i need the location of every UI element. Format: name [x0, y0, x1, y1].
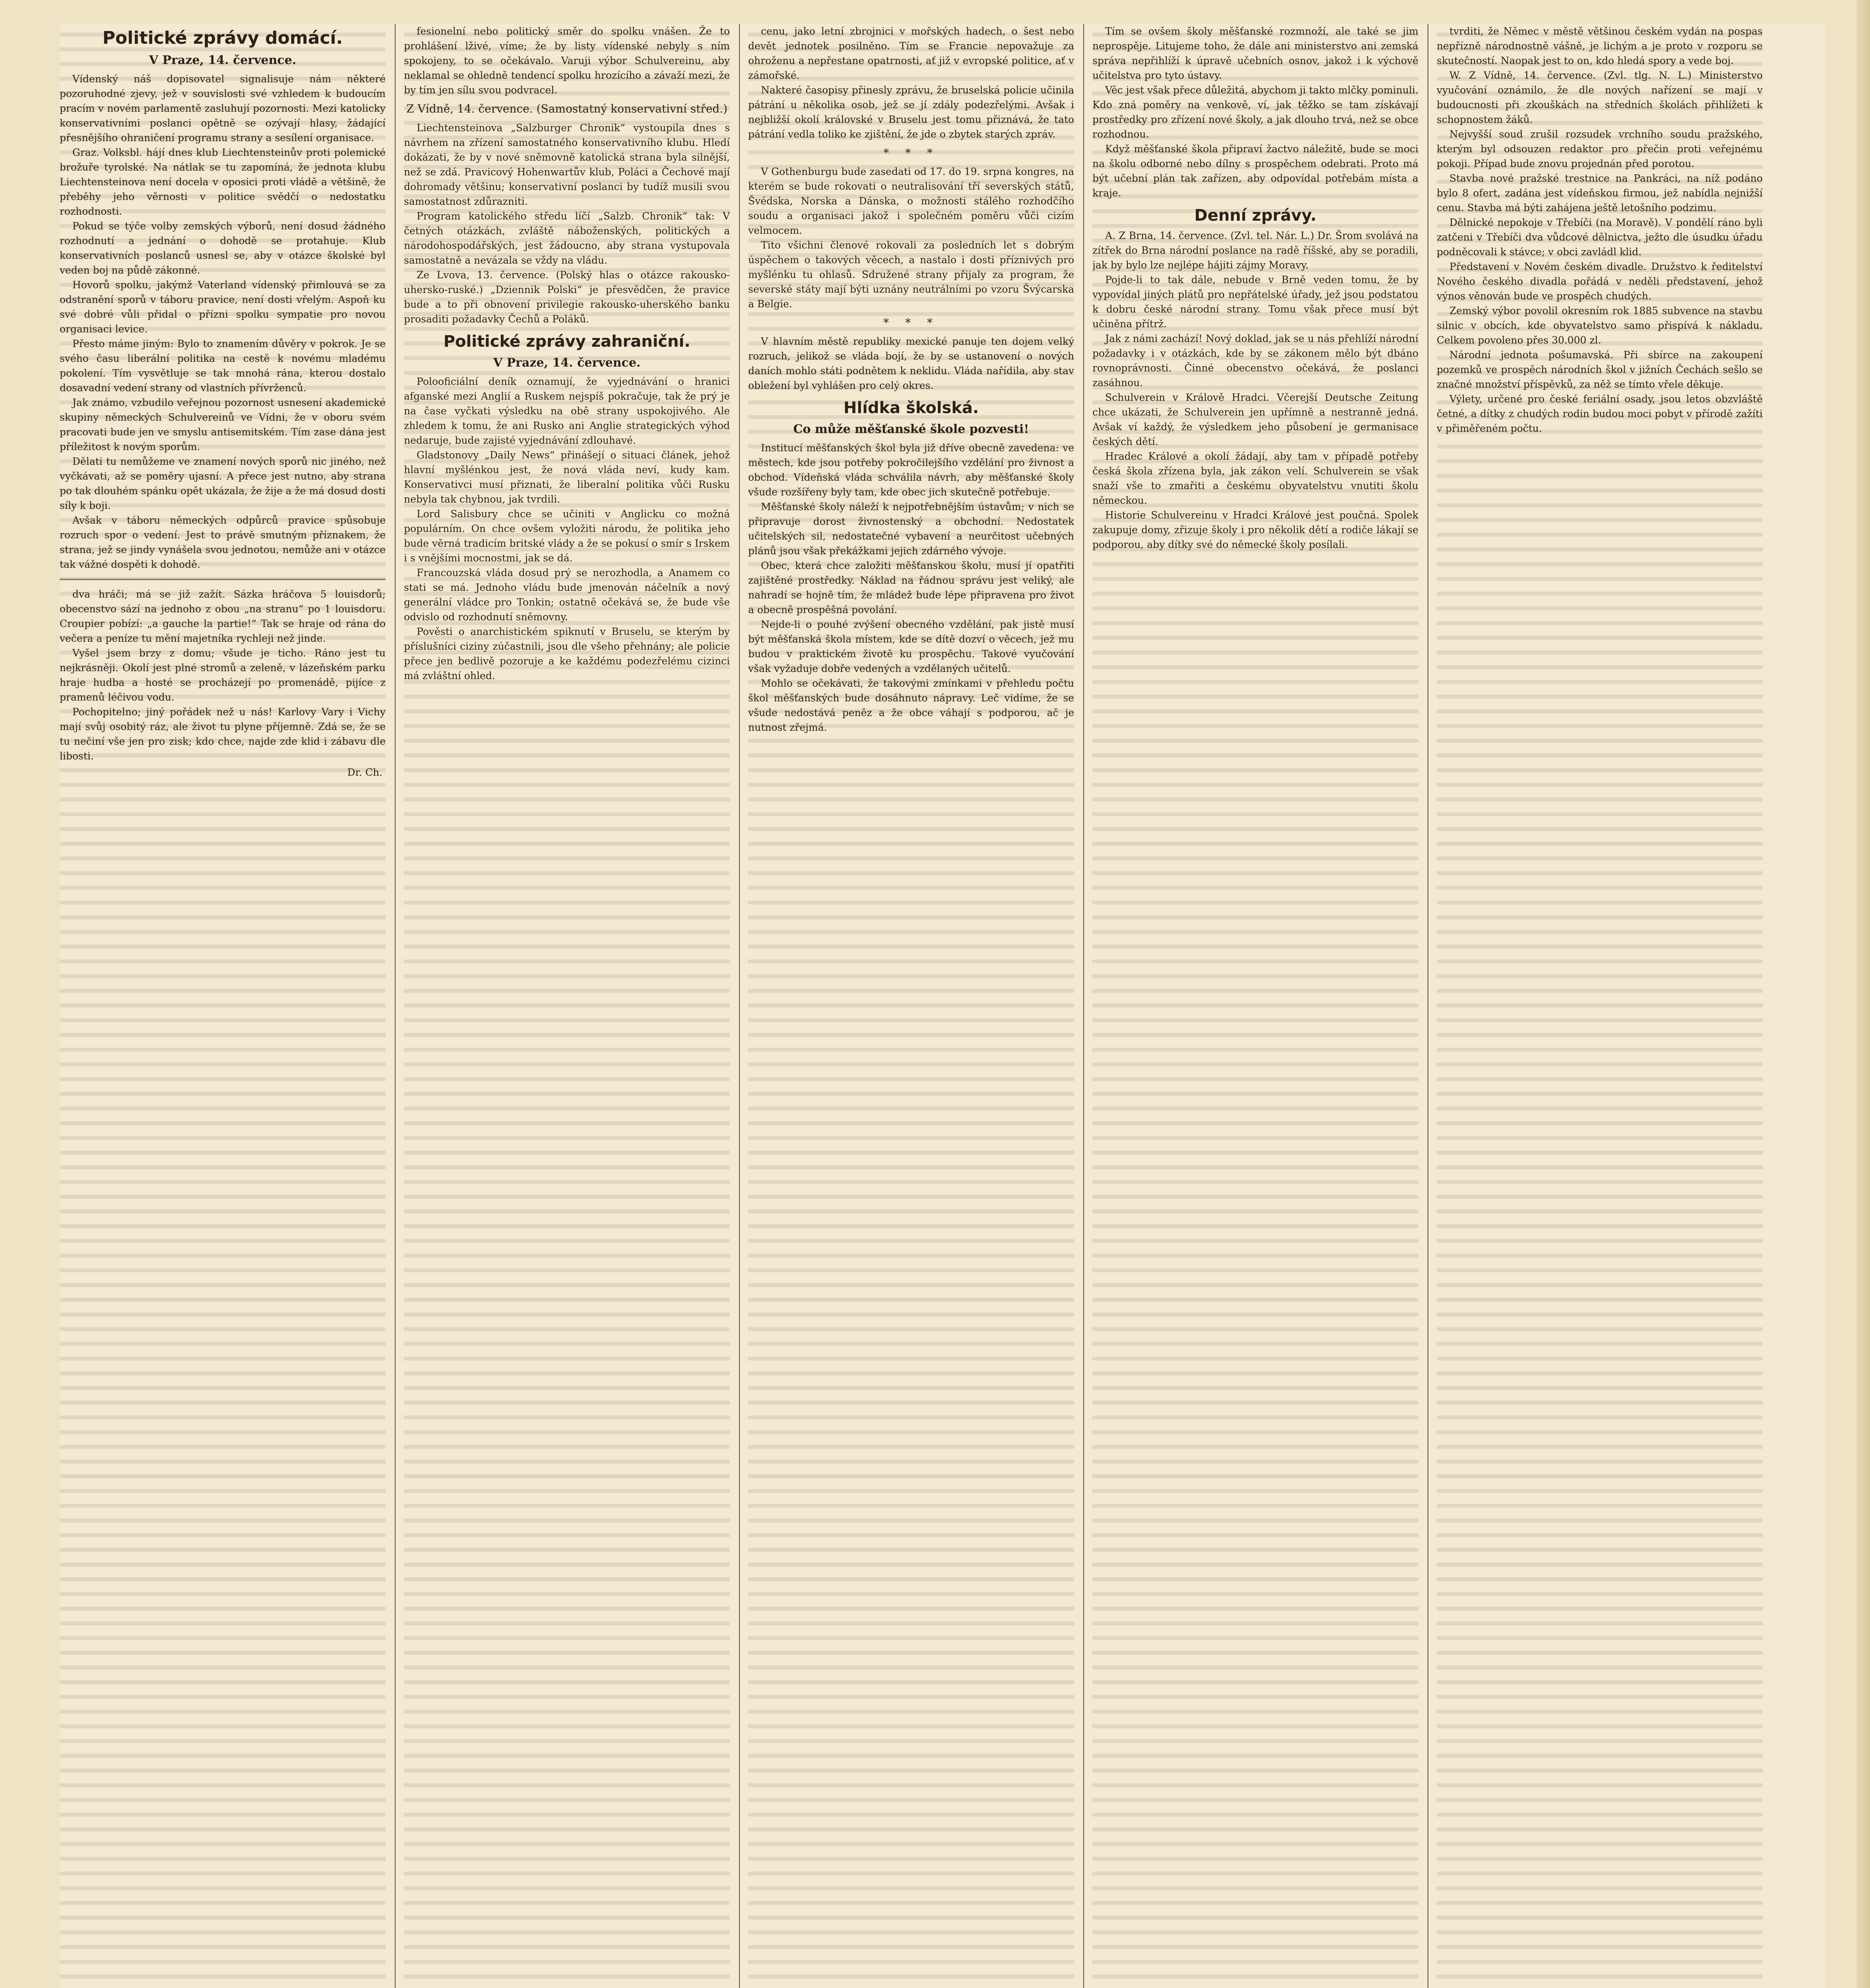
dateline: V Praze, 14. července. — [493, 356, 641, 370]
article-paragraph: Lord Salisbury chce se učiniti v Anglicku co možná populárním. On chce ovšem vyložiti národu, že politika jeho bude věrná tradicím britské vlády a že se pokusí o smír s Irskem i s vnějšími mocnostmi, jak se dá. — [404, 508, 730, 564]
article-paragraph: Hradec Králové a okolí žádají, aby tam v případě potřeby česká škola zřízena byla, jak zákon velí. Schulverein se však snaží vše to zmařiti a českému obyvatelstvu vnutiti školu německou. — [1092, 450, 1418, 506]
article-paragraph: Pověsti o anarchistickém spiknutí v Bruselu, se kterým by příslušníci ciziny zúčastnili, jsou dle všeho přehnány; ale policie přece jen bedlivě pozoruje a ke každému podezřelému cizinci má zvláštní ohled. — [404, 626, 730, 681]
article-paragraph: Institucí měšťanských škol byla již dříve obecně zavedena: ve městech, kde jsou potřeby pokročilejšího vzdělání pro živnost a obchod. Vídeňská vláda schválila návrh, aby měšťanské školy všude rozšířeny byly tam, kde obec jich skutečně potřebuje. — [748, 442, 1074, 498]
article-paragraph: Liechtensteinova „Salzburger Chronik“ vystoupila dnes s návrhem na zřízení samostatného konservativního klubu. Hledí dokázati, že by v nové sněmovně katolická strana byla silnější, než se zdá. Pravicový Hohenwartův klub, Poláci a Čechové mají dohromady většinu; konservativní poslanci by tudíž musili svou samostatnost zdůrazniti. — [404, 122, 730, 207]
article-paragraph: Tím se ovšem školy měšťanské rozmnoží, ale také se jim neprospěje. Litujeme toho, že dále ani ministerstvo ani zemská správa nepřihlíží k úpravě učebních osnov, jakož i k výchově učitelstva pro tyto ústavy. — [1092, 25, 1418, 81]
article-paragraph: Jak známo, vzbudilo veřejnou pozornost usnesení akademické skupiny německých Schulvereinů ve Vídni, že v oboru svém pracovati bude jen ve smyslu antisemitském. Tím zase dána jest příležitost k novým sporům. — [60, 397, 386, 452]
article-paragraph: Národní jednota pošumavská. Při sbírce na zakoupení pozemků ve prospěch národních škol v jižních Čechách sešlo se značné množství příspěvků, za něž se tímto vřele děkuje. — [1437, 349, 1763, 390]
column-rule — [395, 24, 396, 1988]
article-paragraph: Měšťanské školy náleží k nejpotřebnějším ústavům; v nich se připravuje dorost živnostenský a obchodní. Nedostatek učitelských sil, nedostatečné vybavení a neurčitost učebných plánů jsou však překážkami jejich zdárného vývoje. — [748, 501, 1074, 557]
article-paragraph: Gladstonovy „Daily News“ přinášejí o situaci článek, jehož hlavní myšlénkou jest, že nová vláda neví, kudy kam. Konservativci musí přiznati, že liberalní politika vůči Rusku nebyla tak chybnou, jak tvrdili. — [404, 449, 730, 505]
article-paragraph: Stavba nové pražské trestnice na Pankráci, na níž podáno bylo 8 ofert, zadána jest vídeňskou firmou, jež nabídla nejnižší cenu. Stavba má býti zahájena ještě letošního podzimu. — [1437, 173, 1763, 214]
article-paragraph: Graz. Volksbl. hájí dnes klub Liechtensteinův proti polemické brožuře tyrolské. Na nátlak se tu zapomíná, že jednota klubu Liechtensteinova není docela v oposici proti vládě a většině, že přeběhy jeho věrnosti v politice svědčí o nedostatku rozhodnosti. — [60, 147, 386, 217]
article-paragraph: Tito všichni členové rokovali za posledních let s dobrým úspěchem o takových věcech, a nastalo i dosti příznivých pro myšlénku tu ohlasů. Sdružené strany přijaly za program, že severské státy mají býti uznány neutrálními po vzoru Švýcarska a Belgie. — [748, 239, 1074, 310]
article-paragraph: fesionelní nebo politický směr do spolku vnášen. Že to prohlášení lživé, víme; že by listy vídenské nebyly s ním spokojeny, to se očekávalo. Varuji výbor Schulvereinu, aby neklamal se ohledně tendencí spolku hrozícího a závaží mezi, že by tím jen sílu svou podvracel. — [404, 25, 730, 96]
article-paragraph: Nakteré časopisy přinesly zprávu, že bruselská policie učinila pátrání u několika osob, jež se jí zdály podezřelými. Avšak i nejbližší okolí královské v Bruselu jest tomu přiznává, že tato pátrání vedla toliko ke zjištění, že jde o zbytek starých zpráv. — [748, 84, 1074, 140]
article-paragraph: Vyšel jsem brzy z domu; všude je ticho. Ráno jest tu nejkrásněji. Okolí jest plné stromů a zeleně, v lázeňském parku hraje hudba a hosté se procházejí po promenádě, pijíce z pramenů léčivou vodu. — [60, 647, 386, 703]
article-paragraph: Nejvyšší soud zrušil rozsudek vrchního soudu pražského, kterým byl odsouzen redaktor pro přečin proti veřejnému pokoji. Případ bude znovu projednán před porotou. — [1437, 128, 1763, 169]
article-paragraph: W. Z Vídně, 14. července. (Zvl. tlg. N. L.) Ministerstvo vyučování oznámilo, že dle nových nařízení se mají v budoucnosti při zkouškách na středních školách přihlížeti k schopnostem žáků. — [1437, 70, 1763, 125]
article-paragraph: Výlety, určené pro české feriální osady, jsou letos obzvláště četné, a dítky z chudých rodin budou moci pobyt v přírodě zažíti v přiměřeném počtu. — [1437, 393, 1763, 434]
column-4 — [1092, 24, 1418, 1988]
item-heading: Z Vídně, 14. července. (Samostatný konservativní střed.) — [406, 102, 727, 115]
column-5 — [1437, 24, 1763, 1988]
article-paragraph: Historie Schulvereinu v Hradci Králové jest poučná. Spolek zakupuje domy, zřizuje školy i pro několik dětí a rodiče lákají se podporou, aby dítky své do německé školy posílali. — [1092, 509, 1418, 550]
article-paragraph: Obec, která chce založiti měšťanskou školu, musí jí opatřiti zajištěné prostředky. Náklad na řádnou správu jest veliký, ale nahradí se hojně tím, že mládež bude lépe připravena pro život a obecně prospěšná povolání. — [748, 560, 1074, 615]
section-heading: Politické zprávy domácí. — [102, 28, 343, 48]
page-fold-edge — [1856, 0, 1870, 1988]
article-paragraph: Vídenský náš dopisovatel signalisuje nám některé pozoruhodné zjevy, jež v souvislosti své vzhledem k budoucím pracím v novém parlamentě zasluhují pozornosti. Mezi katolicky konservativními poslanci opětně se ozývají hlasy, žádající přesnějšího ohraničení programu strany a sesílení organisace. — [60, 73, 386, 144]
article-paragraph: Hovorů spolku, jakýmž Vaterland vídenský přimlouvá se za odstranění sporů v táboru pravice, není dosti vřelým. Aspoň ku své dobré vůli přidal o přízni spolku sympatie pro novou organisaci levice. — [60, 279, 386, 335]
article-paragraph: Když měšťanské škola připraví žactvo náležitě, bude se moci na školu odborné nebo dílny s prospěchem odebrati. Proto má být učební plán tak zařízen, aby odpovídal potřebám místa a kraje. — [1092, 143, 1418, 199]
column-2 — [404, 24, 730, 1988]
article-paragraph: Mohlo se očekávati, že takovými zmínkami v přehledu počtu škol měšťanských bude dosáhnuto nápravy. Leč vidíme, že se všude nedostává peněz a že obce váhají s podporou, ač je nutnost zřejmá. — [748, 678, 1074, 733]
article-paragraph: tvrditi, že Němec v městě většinou českém vydán na pospas nepřízně národnostně vášně, je lichým a je proto v rozporu se skutečností. Naopak jest to on, kdo hledá spory a vede boj. — [1437, 25, 1763, 66]
article-paragraph: V hlavním městě republiky mexické panuje ten dojem velký rozruch, jelikož se vláda bojí, že by se ustanovení o nových daních mohlo státi podnětem k neklidu. Vláda nařídila, aby stav obležení byl vyhlášen pro celý okres. — [748, 336, 1074, 391]
article-paragraph: Francouzská vláda dosud prý se nerozhodla, a Anamem co stati se má. Jednoho vládu bude jmenován náčelník a nový generální vládce pro Tonkin; ostatně očekává se, že bude vše odvislo od rozhodnutí sněmovny. — [404, 567, 730, 623]
article-paragraph: Avšak v táboru německých odpůrců pravice spůsobuje rozruch spor o vedení. Jest to právě smutným příznakem, že strana, jež se jindy vynášela svou jednotou, nemůže ani v otázce tak vážné dospěti k dohodě. — [60, 514, 386, 570]
horizontal-rule — [60, 579, 386, 580]
article-paragraph: Jak z námi zachází! Nový doklad, jak se u nás přehlíží národní požadavky i v otázkách, kde by se zákonem mělo být dbáno rovnoprávnosti. Činné obecenstvo očekává, že poslanci zasáhnou. — [1092, 333, 1418, 388]
article-paragraph: Program katolického středu líčí „Salzb. Chronik“ tak: V četných otázkách, zvláště náboženských, politických a národohospodářských, jest žádoucno, aby strana vystupovala samostatně a nevázala se vždy na vládu. — [404, 210, 730, 266]
column-1 — [60, 24, 386, 1988]
article-paragraph: Věc jest však přece důležitá, abychom ji takto mlčky pominuli. Kdo zná poměry na venkově, ví, jak těžko se tam získávají prostředky pro zřízení nové školy, a jak dlouho trvá, než se obce rozhodnou. — [1092, 84, 1418, 140]
article-paragraph: Přesto máme jiným: Bylo to znamením důvěry v pokrok. Je se svého času liberální politika na cestě k novému mladému pokolení. Tím vysvětluje se tak mnohá rána, kterou dostalo dosavadní vedení strany od vlastních přívrženců. — [60, 338, 386, 394]
section-heading: Denní zprávy. — [1194, 206, 1317, 225]
column-3 — [748, 24, 1074, 1988]
column-rule — [1083, 24, 1084, 1988]
article-paragraph: V Gothenburgu bude zasedati od 17. do 19. srpna kongres, na kterém se bude rokovati o neutralisování tří severských států, Švédska, Norska a Dánska, o možnosti stálého rozhodčího soudu a organisaci jakož i společném poměru vůči cizím velmocem. — [748, 166, 1074, 236]
dateline: Co může měšťanské škole pozvesti! — [793, 422, 1029, 436]
newspaper-page — [60, 24, 1825, 1988]
signature: Dr. Ch. — [347, 767, 382, 778]
article-paragraph: Představení v Novém českém divadle. Družstvo k ředitelství Nového českého divadla pořádá v neděli představení, jehož výnos věnován bude ve prospěch chudých. — [1437, 261, 1763, 302]
article-paragraph: dva hráči; má se již zažít. Sázka hráčova 5 louisdorů; obecenstvo sází na jednoho z obou „na stranu“ po 1 louisdoru. Croupier pobízí: „a gauche la partie!“ Tak se hraje od rána do večera a peníze tu mění majetníka rychleji než jinde. — [60, 588, 386, 644]
article-paragraph: Pochopitelno; jiný pořádek než u nás! Karlovy Vary i Vichy mají svůj osobitý ráz, ale život tu plyne příjemně. Zdá se, že se tu nečiní vše jen pro zisk; kdo chce, najde zde klid i zábavu dle libosti. — [60, 706, 386, 762]
section-heading: Hlídka školská. — [843, 399, 979, 417]
article-paragraph: Schulverein v Králově Hradci. Včerejší Deutsche Zeitung chce ukázati, že Schulverein jen upřímně a nestranně jedná. Avšak ví každý, že výsledkem jeho působení je germanisace českých dětí. — [1092, 392, 1418, 447]
article-paragraph: Nejde-li o pouhé zvýšení obecného vzdělání, pak jistě musí být měšťanská škola místem, kde se dítě dozví o věcech, jež mu budou v praktickém životě ku prospěchu. Takové vyučování však vyžaduje dobře vedených a vzdělaných učitelů. — [748, 619, 1074, 674]
article-paragraph: Polooficiální deník oznamují, že vyjednávání o hranici afganské mezi Anglií a Ruskem nejspíš pokračuje, tak že prý je na čase vyčkati výsledku na obě strany uspokojivého. Ale zhledem k tomu, že ani Rusko ani Anglie strategických výhod nedaruje, bude zajisté vyjednávání zdlouhavé. — [404, 376, 730, 446]
article-paragraph: Pokud se týče volby zemských výborů, není dosud žádného rozhodnutí a jednání o dohodě se protahuje. Klub konservativních poslanců usnesl se, aby v otázce školské byl veden boj na půdě zákonné. — [60, 220, 386, 276]
article-paragraph: Ze Lvova, 13. července. (Polský hlas o otázce rakousko-uhersko-ruské.) „Dziennik Polski“ je přesvědčen, že pravice bude a to při obnovení privilegie rakousko-uherského banku prosaditi požadavky Čechů a Poláků. — [404, 269, 730, 325]
article-paragraph: Dělnické nepokoje v Třebíči (na Moravě). V pondělí ráno byli zatčeni v Třebíči dva vůdcové dělnictva, ježto dle úsudku úřadu podněcovali k stávce; v obci zavládl klid. — [1437, 217, 1763, 258]
column-rule — [739, 24, 740, 1988]
section-heading: Politické zprávy zahraniční. — [443, 332, 691, 351]
article-paragraph: Dělati tu nemůžeme ve znamení nových sporů nic jiného, než vyčkávati, až se poměry ujasní. A přece jest nutno, aby strana po tak dlouhém spánku opět ukázala, že žije a že má dosud dosti síly k boji. — [60, 456, 386, 511]
article-paragraph: cenu, jako letní zbrojnici v mořských hadech, o šest nebo devět jednotek posilněno. Tím se Francie nepovažuje za ohroženu a nepřestane opatrnosti, ať již v evropské politice, ať v zámořské. — [748, 25, 1074, 81]
article-paragraph: A. Z Brna, 14. července. (Zvl. tel. Nár. L.) Dr. Šrom svolává na zítřek do Brna národní poslance na radě říšské, aby se poradili, jak by bylo lze nejlépe hájiti zájmy Moravy. — [1092, 230, 1418, 271]
article-paragraph: Pojde-li to tak dále, nebude v Brně veden tomu, že by vypovídal jiných plátů pro nepřátelské úřady, jež jsou podstatou k dobru české národní strany. Tomu však přece musí být učiněna přítrž. — [1092, 274, 1418, 330]
dateline: V Praze, 14. července. — [149, 53, 297, 67]
article-paragraph: Zemský výbor povolil okresním rok 1885 subvence na stavbu silnic v obcích, kde obyvatelstvo samo přispívá k nákladu. Celkem povoleno přes 30.000 zl. — [1437, 305, 1763, 346]
separator-stars: * * * — [883, 146, 939, 159]
separator-stars: * * * — [883, 316, 939, 329]
